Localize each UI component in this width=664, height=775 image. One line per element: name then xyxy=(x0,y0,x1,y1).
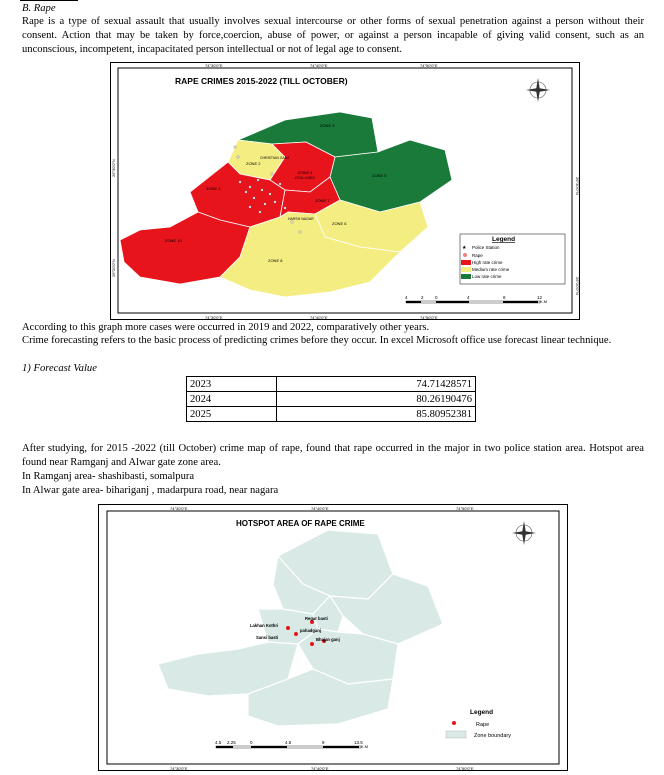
rape-marker-icon xyxy=(463,253,467,257)
svg-text:4: 4 xyxy=(467,295,470,300)
rape-crime-zone-map xyxy=(110,62,580,320)
map2-top-coord-3: 74°50'0"E xyxy=(456,506,474,511)
svg-text:K.M: K.M xyxy=(540,299,548,304)
map1-legend xyxy=(460,234,565,284)
zone-7-label: ZONE 7 xyxy=(315,198,330,203)
svg-text:0: 0 xyxy=(250,740,253,745)
paragraph-alwar-gate: In Alwar gate area- bihariganj , madarpura road, near nagara xyxy=(22,485,279,496)
forecast-value: 85.80952381 xyxy=(276,407,475,422)
map1-left-coord-2: 26°20'0"N xyxy=(111,259,116,277)
forecast-table xyxy=(186,376,476,422)
map1-bottom-coord-2: 74°40'0"E xyxy=(310,315,328,320)
hotspot-map xyxy=(98,504,568,772)
legend-medium: Medium rate crime xyxy=(472,267,510,272)
svg-text:4.5: 4.5 xyxy=(215,740,222,745)
zone-3-label: ZONE 3 xyxy=(320,123,335,128)
forecast-year: 2023 xyxy=(187,377,277,392)
zone-8-label: ZONE 8 xyxy=(268,258,283,263)
svg-text:K.M: K.M xyxy=(361,744,369,749)
rape-definition-paragraph: Rape is a type of sexual assault that usually involves sexual intercourse or other forms of sexual penetration against a person without their consent. Action that may be taken by force,coercion, abuse of power, or against a person incapable of giving valid consent, such as an unconscious, incompetent, incapacitated person intellectual or not of legal age to consent. xyxy=(22,16,644,55)
legend-high: High rate crime xyxy=(472,260,503,265)
hotspot-regar-basti: Regar basti xyxy=(305,616,328,621)
table-row xyxy=(187,407,476,422)
hotspot-sansi-basti: Sansi basti xyxy=(256,635,279,640)
map2-legend-title: Legend xyxy=(470,709,494,716)
legend-police: Police Station xyxy=(472,245,500,250)
zone-boundary-swatch xyxy=(446,731,466,738)
legend-zone-boundary: Zone boundary xyxy=(474,733,511,739)
map2-top-coord-2: 74°40'0"E xyxy=(311,506,329,511)
map1-top-coord-2: 74°40'0"E xyxy=(310,63,328,68)
hotspot-lakhan-kothri: Lakhan Kothri xyxy=(250,623,279,628)
legend-rape: Rape xyxy=(472,253,483,258)
svg-text:2: 2 xyxy=(421,295,424,300)
section-heading: B. Rape xyxy=(22,3,56,14)
svg-text:12: 12 xyxy=(537,295,543,300)
map1-top-coord-1: 74°30'0"E xyxy=(205,63,223,68)
svg-text:9: 9 xyxy=(322,740,325,745)
police-station-icon: ★ xyxy=(462,245,467,251)
legend-low: Low rate crime xyxy=(472,274,502,279)
paragraph-ramganj: In Ramganj area- shashibasti, somalpura xyxy=(22,471,195,482)
zone-2-label: ZONE 2 xyxy=(246,161,261,166)
forecast-value: 80.26190476 xyxy=(276,392,475,407)
zone-10-label: ZONE 10 xyxy=(165,238,182,243)
map1-legend-title: Legend xyxy=(492,236,516,243)
zone-6-label: ZONE 6 xyxy=(332,221,347,226)
map2-bottom-coord-3: 74°50'0"E xyxy=(456,766,474,771)
svg-text:0: 0 xyxy=(435,295,438,300)
civil-lines-label: CIVIL LINES xyxy=(295,176,315,180)
svg-text:13.5: 13.5 xyxy=(354,740,363,745)
hotspot-bhajan-ganj: Bhajan ganj xyxy=(316,637,340,642)
map1-title: RAPE CRIMES 2015-2022 (TILL OCTOBER) xyxy=(175,76,348,86)
zone-1-label: ZONE 1 xyxy=(206,186,221,191)
forecast-value: 74.71428571 xyxy=(276,377,475,392)
table-row xyxy=(187,377,476,392)
paragraph-crime-forecasting: Crime forecasting refers to the basic process of predicting crimes before they occur. In excel Microsoft office use forecast linear technique. xyxy=(22,335,612,346)
paragraph-cases-years: According to this graph more cases were occurred in 2019 and 2022, comparatively other years. xyxy=(22,322,430,333)
forecast-year: 2025 xyxy=(187,407,277,422)
map1-bottom-coord-3: 74°50'0"E xyxy=(420,315,438,320)
map2-bottom-coord-1: 74°30'0"E xyxy=(170,766,188,771)
map2-title: HOTSPOT AREA OF RAPE CRIME xyxy=(236,519,365,528)
zone-4-label: ZONE 4 xyxy=(298,170,313,175)
table-row xyxy=(187,392,476,407)
svg-text:4.5: 4.5 xyxy=(285,740,292,745)
forecast-year: 2024 xyxy=(187,392,277,407)
svg-text:4: 4 xyxy=(405,295,408,300)
svg-text:2.25: 2.25 xyxy=(227,740,236,745)
map2-top-coord-1: 74°30'0"E xyxy=(170,506,188,511)
map1-top-coord-3: 74°50'0"E xyxy=(420,63,438,68)
christian-ganj-label: CHRISTIAN GANJ xyxy=(260,156,290,160)
paragraph-after-studying: After studying, for 2015 -2022 (till October) crime map of rape, found that rape occurred in the major in two police station area. Hotspot area found near Ramganj and Alwar gate zone area. xyxy=(22,443,644,468)
rape-marker-icon xyxy=(452,721,456,725)
map1-right-coord-2: 26°20'0"N xyxy=(575,277,580,295)
map1-left-coord-1: 26°30'0"N xyxy=(111,159,116,177)
hotspot-pahadganj: pahadganj xyxy=(300,628,321,633)
map1-right-coord-1: 26°30'0"N xyxy=(575,177,580,195)
map1-bottom-coord-1: 74°30'0"E xyxy=(205,315,223,320)
legend-rape: Rape xyxy=(476,722,490,728)
svg-text:8: 8 xyxy=(503,295,506,300)
top-rule xyxy=(20,0,78,1)
zone-5-label: ZONE 5 xyxy=(372,173,387,178)
harsh-nagar-label: HARSH NAGAR xyxy=(288,217,314,221)
forecast-heading: 1) Forecast Value xyxy=(22,363,97,374)
map2-bottom-coord-2: 74°40'0"E xyxy=(311,766,329,771)
